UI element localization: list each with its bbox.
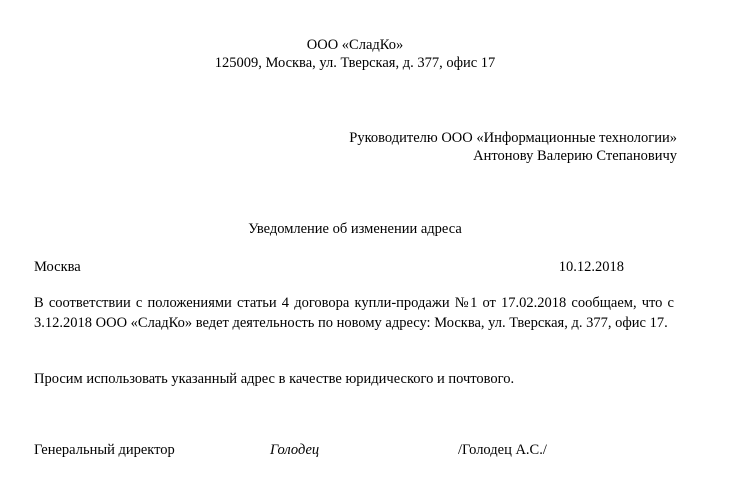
- sender-company: ООО «СладКо»: [306, 37, 404, 53]
- signature-position: Генеральный директор: [34, 442, 175, 458]
- recipient-line-1: Руководителю ООО «Информационные технологии»: [349, 130, 677, 146]
- document-title: Уведомление об изменении адреса: [248, 221, 462, 237]
- recipient-line-2: Антонову Валерию Степановичу: [473, 148, 677, 164]
- document-city: Москва: [34, 259, 81, 275]
- signature-handwritten: Голодец: [270, 442, 320, 458]
- signature-name: /Голодец А.С./: [458, 442, 547, 458]
- document-date: 10.12.2018: [558, 259, 624, 275]
- body-paragraph-1: В соответствии с положениями статьи 4 договора купли-продажи №1 от 17.02.2018 сообщаем, что с 3.12.2018 ООО «СладКо» ведет деятельность по новому адресу: Москва, ул. Тверская, д. 377, офис 17.: [34, 295, 674, 331]
- sender-address: 125009, Москва, ул. Тверская, д. 377, офис 17: [214, 55, 496, 71]
- body-paragraph-2: Просим использовать указанный адрес в качестве юридического и почтового.: [34, 371, 515, 387]
